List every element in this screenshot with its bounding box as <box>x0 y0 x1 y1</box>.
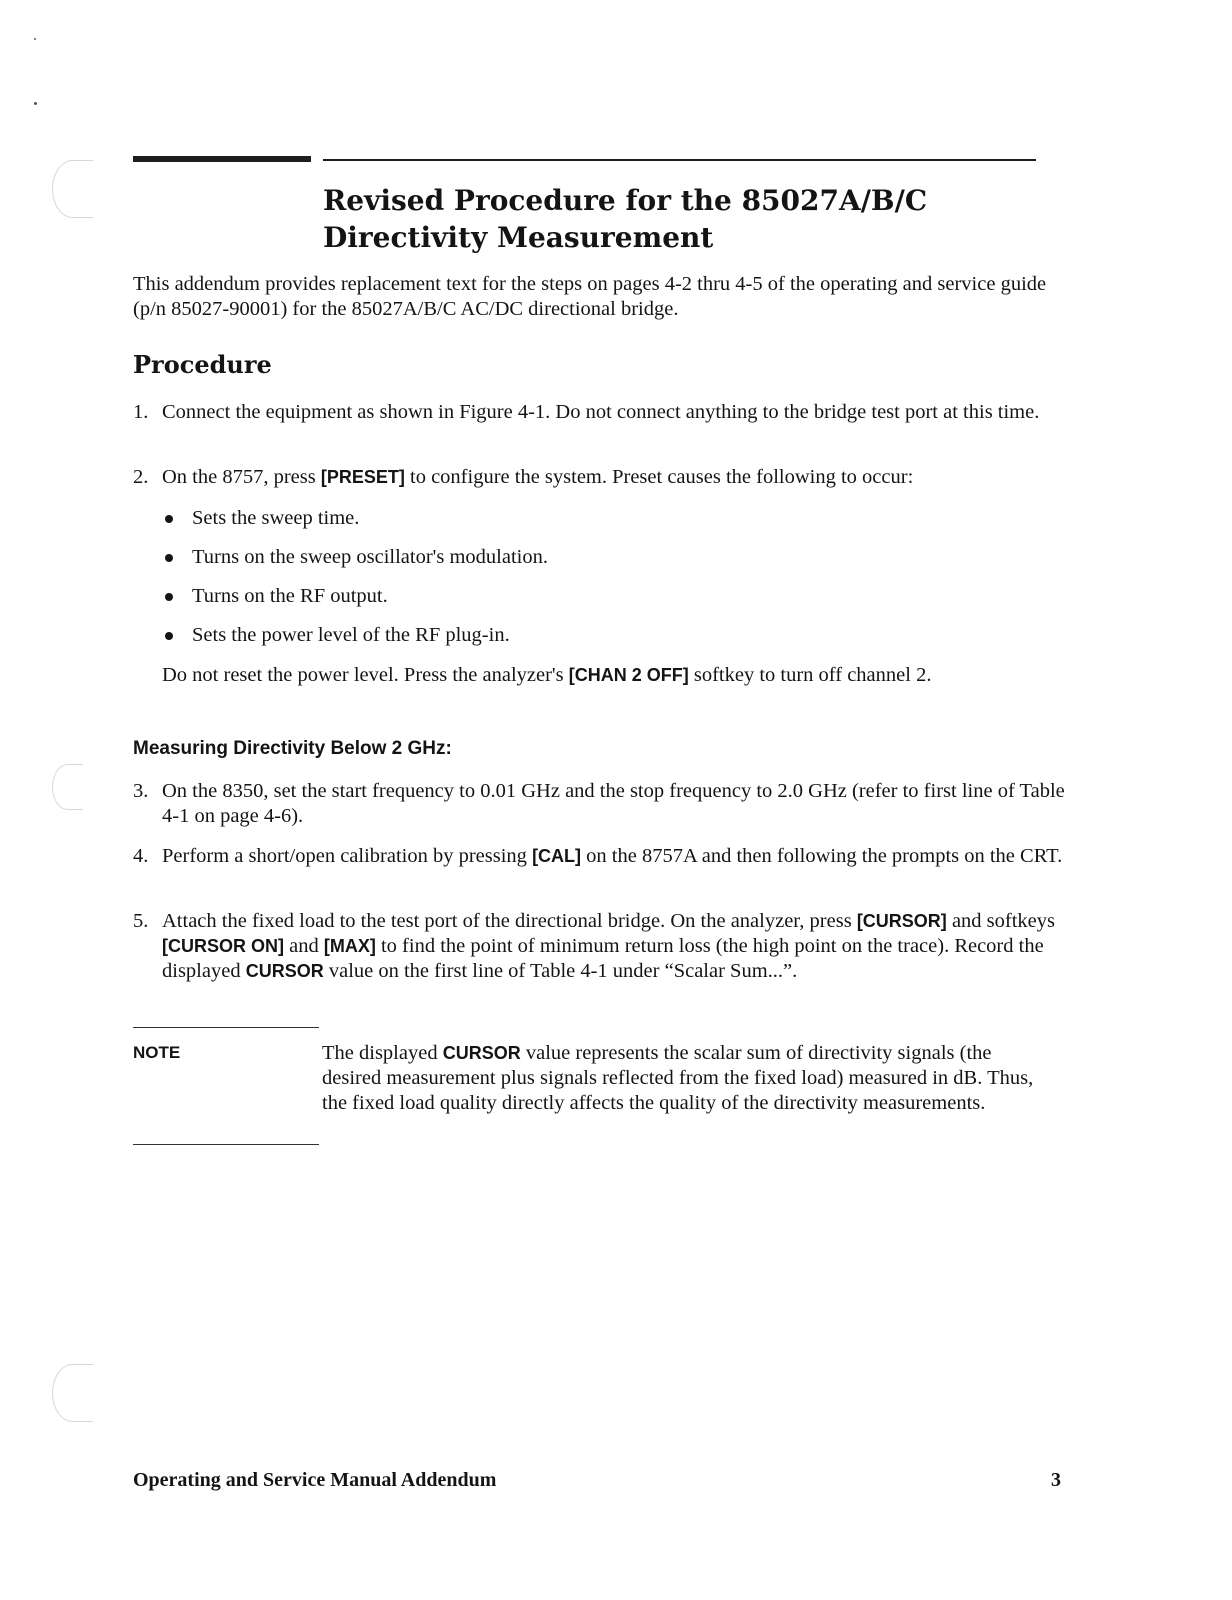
cursor-on-key: [CURSOR ON] <box>162 936 284 956</box>
cursor-key: [CURSOR] <box>856 911 947 931</box>
step-4-text <box>162 844 1067 869</box>
subsection-heading: Measuring Directivity Below 2 GHz: <box>133 738 452 759</box>
scan-mark <box>34 102 37 105</box>
step-5-text-d: to find the point of minimum return loss (the high point on the trace). Record the displayed <box>162 935 1044 982</box>
procedure-heading: Procedure <box>133 350 272 379</box>
bullet-icon <box>165 554 173 562</box>
step-4-number: 4. <box>133 845 149 867</box>
page-number: 3 <box>1051 1469 1061 1491</box>
header-rule-thick <box>133 156 311 162</box>
header-rule-thin <box>323 159 1036 161</box>
bullet-item: Sets the sweep time. <box>192 507 360 529</box>
note-rule-top <box>133 1027 319 1028</box>
cursor-readout-label: CURSOR <box>245 961 324 981</box>
page-title-line-1: Revised Procedure for the 85027A/B/C <box>323 184 928 217</box>
step-1-text: Connect the equipment as shown in Figure 4-1. Do not connect anything to the bridge test port at this time. <box>162 401 1040 423</box>
step-2-number: 2. <box>133 466 149 488</box>
step-3-text: On the 8350, set the start frequency to 0.01 GHz and the stop frequency to 2.0 GHz (refer to first line of Table 4-1 on page 4-6). <box>162 780 1065 827</box>
chan-2-off-key: [CHAN 2 OFF] <box>568 665 689 685</box>
step-5-text-a: Attach the fixed load to the test port of the directional bridge. On the analyzer, press <box>162 910 857 932</box>
bullet-icon <box>165 632 173 640</box>
step-2-text-b: to configure the system. Preset causes the following to occur: <box>404 466 914 488</box>
intro-paragraph: This addendum provides replacement text for the steps on pages 4-2 thru 4-5 of the operating and service guide (p/n 85027-90001) for the 85027A/B/C AC/DC directional bridge. <box>133 273 1047 320</box>
bullet-item: Sets the power level of the RF plug-in. <box>192 624 510 646</box>
bullet-item: Turns on the RF output. <box>192 585 388 607</box>
max-key: [MAX] <box>323 936 376 956</box>
note-cursor-label: CURSOR <box>442 1043 521 1063</box>
step-4-text-a: Perform a short/open calibration by pressing <box>162 845 533 867</box>
page-title <box>323 182 927 256</box>
scan-mark <box>34 38 36 40</box>
note-text-b: value represents the scalar sum of directivity signals (the desired measurement plus signals reflected from the fixed load) measured in dB. Thus, the fixed load quality directly affects the quality of the directivity measurements. <box>322 1042 1034 1114</box>
preset-key: [PRESET] <box>320 467 405 487</box>
binder-hole-mark <box>52 764 83 810</box>
step-2-text-a: On the 8757, press <box>162 466 321 488</box>
step-5-text-c: and <box>284 935 324 957</box>
step-5-text-e: value on the first line of Table 4-1 under “Scalar Sum...”. <box>323 960 798 982</box>
cal-key: [CAL] <box>532 846 582 866</box>
step-2-followup-b: softkey to turn off channel 2. <box>688 664 932 686</box>
step-5-number: 5. <box>133 910 149 932</box>
step-5-text-b: and softkeys <box>946 910 1055 932</box>
bullet-item: Turns on the sweep oscillator's modulation. <box>192 546 548 568</box>
binder-hole-mark <box>52 1364 93 1422</box>
note-rule-bottom <box>133 1144 319 1145</box>
step-2-followup-text <box>162 663 1067 688</box>
page-title-line-2: Directivity Measurement <box>323 221 714 254</box>
note-text-a: The displayed <box>322 1042 443 1064</box>
binder-hole-mark <box>52 160 93 218</box>
step-2-followup-a: Do not reset the power level. Press the analyzer's <box>162 664 569 686</box>
bullet-icon <box>165 515 173 523</box>
step-2-text <box>162 465 1067 490</box>
footer-title: Operating and Service Manual Addendum <box>133 1469 497 1491</box>
note-body <box>322 1041 1042 1116</box>
step-4-text-b: on the 8757A and then following the prompts on the CRT. <box>581 845 1063 867</box>
note-label: NOTE <box>133 1043 181 1062</box>
step-1-number: 1. <box>133 401 149 423</box>
bullet-icon <box>165 593 173 601</box>
step-5-text <box>162 909 1067 984</box>
step-3-number: 3. <box>133 780 149 802</box>
